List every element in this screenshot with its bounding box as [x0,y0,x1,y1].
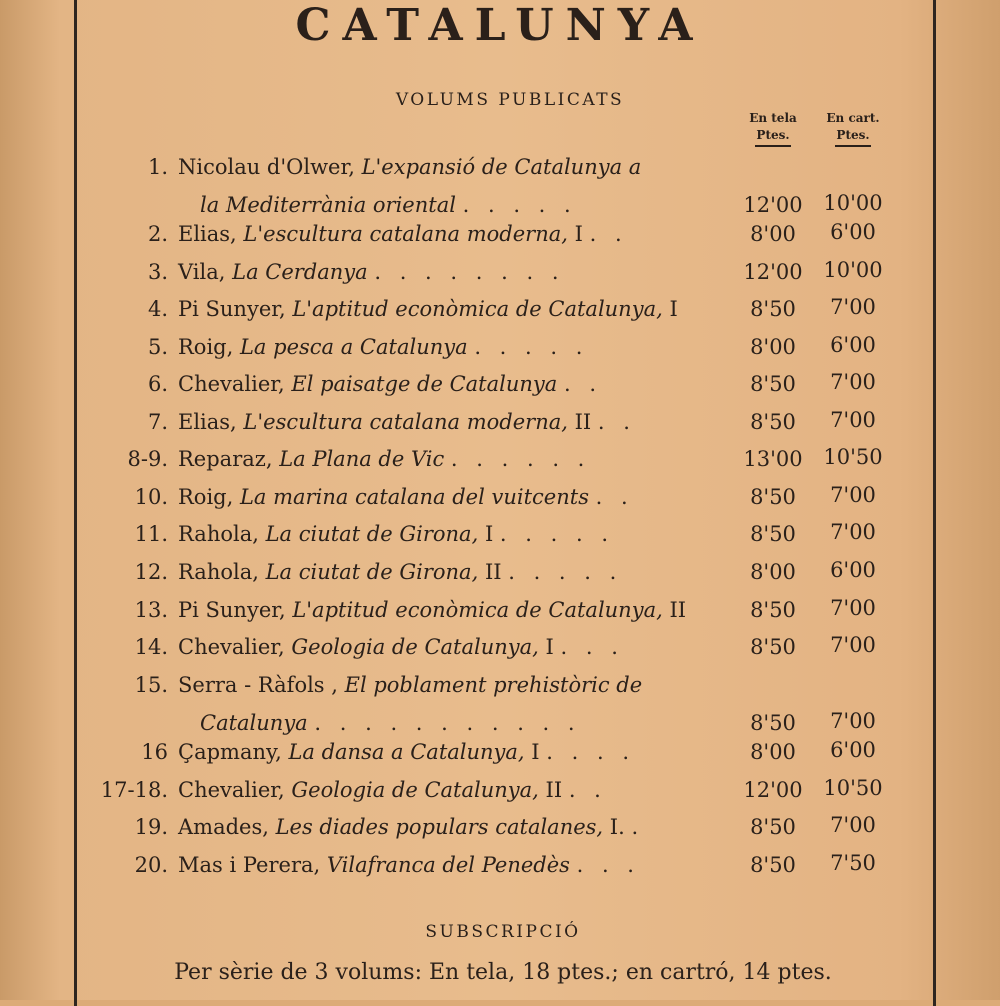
volume-entry [0,814,1000,852]
column-header-tela [733,110,813,147]
volume-number: 14. [134,635,168,659]
volume-title: L'aptitud econòmica de Catalunya, [292,297,663,321]
volume-title: L'escultura catalana moderna, [243,222,568,246]
volume-entry [0,634,1000,672]
volume-title-continued-text: la Mediterrània oriental [200,193,456,217]
volume-author: Rahola, [178,560,259,584]
volume-author: Pi Sunyer, [178,297,286,321]
volume-citation [178,259,565,285]
volume-author: Reparaz, [178,447,273,471]
leader-dots: . . . . . . . . . . . [314,711,581,735]
volume-number: 5. [147,335,168,359]
volume-number: 13. [134,598,168,622]
price-cart: 6'00 [830,333,876,357]
volume-entry [0,409,1000,447]
subscription-text: Per sèrie de 3 volums: En tela, 18 ptes.; en cartró, 14 ptes. [174,960,832,985]
volume-title: La Cerdanya [232,260,368,284]
volume-entry [0,777,1000,815]
volume-number: 12. [134,560,168,584]
volume-author: Chevalier, [178,778,285,802]
volume-citation [178,672,642,698]
volume-number: 8-9. [127,447,168,471]
volume-citation [178,484,634,510]
volume-citation [178,409,636,435]
price-tela: 8'50 [750,598,796,622]
volume-citation [178,559,622,585]
volume-author: Rahola, [178,522,259,546]
volume-entry [0,371,1000,409]
price-cart: 7'00 [830,483,876,507]
volume-part: I [574,222,583,246]
volume-author: Vila, [178,260,226,284]
volume-citation [178,154,641,180]
volume-title: L'aptitud econòmica de Catalunya, [292,598,663,622]
price-cart: 7'00 [830,520,876,544]
volume-title-continued [200,192,577,218]
volume-author: Elias, [178,222,237,246]
price-cart: 7'00 [830,709,876,733]
price-cart: 7'00 [830,408,876,432]
column-header-cart-label: En cart. [826,111,880,125]
price-cart: 7'00 [830,813,876,837]
volume-author: Pi Sunyer, [178,598,286,622]
price-tela: 8'50 [750,853,796,877]
leader-dots: . . . . . [508,560,623,584]
volume-entry [0,672,1000,735]
volume-number: 7. [147,410,168,434]
section-heading: VOLUMS PUBLICATS [395,90,625,110]
price-cart: 10'50 [823,776,883,800]
price-tela: 8'50 [750,522,796,546]
price-tela: 8'00 [750,335,796,359]
price-cart: 7'00 [830,596,876,620]
volume-number: 20. [134,853,168,877]
volume-title: La marina catalana del vuitcents [239,485,589,509]
volume-number: 11. [134,522,168,546]
volume-entry [0,852,1000,890]
volume-part: I [545,635,554,659]
volume-entry [0,334,1000,372]
volume-title: La ciutat de Girona, [265,522,479,546]
subscription-heading: SUBSCRIPCIÓ [425,922,581,942]
volume-number: 16 [141,740,168,764]
price-tela: 8'50 [750,711,796,735]
volume-part: II [574,410,592,434]
price-cart: 10'50 [823,445,883,469]
volume-title: Geologia de Catalunya, [291,635,539,659]
price-cart: 7'00 [830,295,876,319]
column-rule [835,145,871,147]
leader-dots: . . . [576,853,640,877]
volume-number: 19. [134,815,168,839]
volume-citation [178,634,624,660]
volume-entry [0,221,1000,259]
volume-citation [178,221,628,247]
price-tela: 12'00 [743,193,803,217]
page-title: CATALUNYA [295,0,705,51]
price-cart: 7'00 [830,370,876,394]
volume-title: La pesca a Catalunya [239,335,468,359]
volume-entry [0,296,1000,334]
volume-citation [178,446,590,472]
volume-title: L'expansió de Catalunya a [361,155,642,179]
volume-citation [178,597,686,623]
volume-author: Amades, [178,815,269,839]
volume-author: Mas i Perera, [178,853,321,877]
volume-number: 2. [147,222,168,246]
price-tela: 8'50 [750,485,796,509]
volume-author: Nicolau d'Olwer, [178,155,355,179]
volume-entry [0,259,1000,297]
price-tela: 8'50 [750,372,796,396]
volume-citation [178,739,635,765]
price-tela: 8'50 [750,410,796,434]
leader-dots: . . . . . . . . [374,260,565,284]
volume-number: 4. [147,297,168,321]
price-cart: 7'50 [830,851,876,875]
leader-dots: . [631,815,645,839]
price-cart: 6'00 [830,738,876,762]
volume-citation [178,852,640,878]
price-cart: 10'00 [823,258,883,282]
volume-entry [0,559,1000,597]
price-cart: 7'00 [830,633,876,657]
leader-dots: . . [568,778,607,802]
volume-author: Chevalier, [178,372,285,396]
leader-dots: . . . . . [499,522,614,546]
volume-citation [178,334,588,360]
volume-citation [178,521,614,547]
volume-number: 3. [147,260,168,284]
volume-title: Geologia de Catalunya, [291,778,539,802]
column-header-tela-unit: Ptes. [756,128,790,142]
volume-title: El poblament prehistòric de [344,673,643,697]
price-tela: 8'00 [750,560,796,584]
leader-dots: . . . . . [462,193,577,217]
volume-title: El paisatge de Catalunya [291,372,558,396]
price-cart: 6'00 [830,220,876,244]
price-cart: 6'00 [830,558,876,582]
volume-part: II [545,778,563,802]
volume-citation [178,814,644,840]
volume-citation [178,777,607,803]
leader-dots: . . [595,485,634,509]
price-tela: 8'50 [750,635,796,659]
price-tela: 12'00 [743,260,803,284]
volume-author: Çapmany, [178,740,282,764]
volume-author: Serra - Ràfols , [178,673,338,697]
volume-part: I [531,740,540,764]
volume-author: Elias, [178,410,237,434]
volume-title: Vilafranca del Penedès [326,853,570,877]
volume-citation [178,296,678,322]
leader-dots: . . [563,372,603,396]
leader-dots: . . . [560,635,624,659]
volume-part: I. [609,815,625,839]
volume-part: II [484,560,502,584]
volume-title: Les diades populars catalanes, [275,815,604,839]
price-cart: 10'00 [823,191,883,215]
price-tela: 8'00 [750,740,796,764]
price-tela: 8'00 [750,222,796,246]
leader-dots: . . . . . . [450,447,591,471]
volume-number: 15. [134,673,168,697]
volume-entry [0,446,1000,484]
price-tela: 12'00 [743,778,803,802]
leader-dots: . . . . [546,740,636,764]
volume-title: L'escultura catalana moderna, [243,410,568,434]
leader-dots: . . . . . [474,335,589,359]
volume-entry [0,739,1000,777]
price-tela: 8'50 [750,815,796,839]
volume-entry [0,484,1000,522]
leader-dots: . . [589,222,628,246]
volume-title: La ciutat de Girona, [265,560,479,584]
volume-number: 17-18. [100,778,168,802]
leader-dots: . . [597,410,636,434]
volume-entry [0,521,1000,559]
volume-part: II [669,598,687,622]
volume-entry [0,597,1000,635]
price-tela: 13'00 [743,447,803,471]
volume-title: La dansa a Catalunya, [288,740,525,764]
volume-number: 1. [147,155,168,179]
volume-number: 6. [147,372,168,396]
column-header-cart-unit: Ptes. [836,128,870,142]
volume-part: I [484,522,494,546]
volume-author: Roig, [178,485,234,509]
volume-number: 10. [134,485,168,509]
volume-citation [178,371,602,397]
column-header-tela-label: En tela [749,111,797,125]
volume-author: Chevalier, [178,635,285,659]
volume-title-continued-text: Catalunya [200,711,308,735]
volume-title-continued [200,710,581,736]
volume-part: I [669,297,678,321]
price-tela: 8'50 [750,297,796,321]
volume-entry [0,154,1000,217]
volume-title: La Plana de Vic [279,447,445,471]
column-rule [755,145,791,147]
volume-author: Roig, [178,335,234,359]
column-header-cart [813,110,893,147]
